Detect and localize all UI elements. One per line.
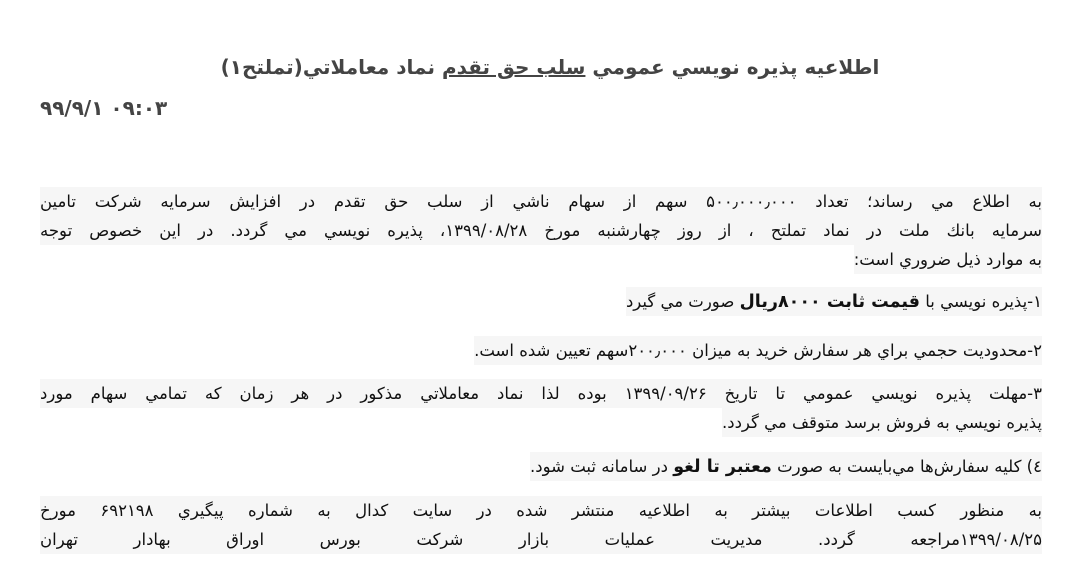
item-3-line: پذيره نويسي به فروش برسد متوقف مي گردد. [722, 408, 1042, 437]
item-4-line [530, 452, 1042, 481]
item-4-order-type-emphasis: معتبر تا لغو [673, 457, 772, 477]
closing-line: ۱۳۹۹/۰۸/۲۵مراجعه گردد. مديريت عمليات بازار شركت بورس اوراق بهادار تهران [40, 525, 1042, 554]
item-1-text-start: ۱-پذيره نويسي با [920, 292, 1042, 311]
intro-line: به اطلاع مي رساند؛ تعداد ۵۰۰٫۰۰۰٫۰۰۰ سهم از سهام ناشي از سلب حق تقدم در افزايش سرمايه شركت تامين [40, 187, 1042, 216]
item-2-line: ۲-محدوديت حجمي براي هر سفارش خريد به ميزان ۲۰۰٫۰۰۰سهم تعيين شده است. [474, 336, 1042, 365]
closing-paragraph [40, 496, 1042, 554]
item-1-text-end: صورت مي گيرد [625, 292, 740, 311]
announcement-title [120, 52, 980, 82]
item-2 [40, 336, 1042, 369]
title-underlined-text: سلب حق تقدم [441, 55, 586, 79]
closing-line: به منظور كسب اطلاعات بيشتر به اطلاعيه منتشر شده در سايت كدال به شماره پيگيري ۶۹۲۱۹۸ مورخ [40, 496, 1042, 525]
item-1 [40, 287, 1042, 320]
intro-line: به موارد ذيل ضروري است: [854, 245, 1042, 274]
item-3 [40, 379, 1042, 441]
item-4 [40, 452, 1042, 485]
title-text-start: اطلاعيه پذيره نويسي عمومي [585, 55, 880, 79]
intro-line: سرمايه بانك ملت در نماد تملتح ، از روز چهارشنبه مورخ ۱۳۹۹/۰۸/۲۸، پذيره نويسي مي گردد. در اين خصوص توجه [40, 216, 1042, 245]
announcement-datetime: ۹۹/۹/۱ ۰۹:۰۳ [40, 96, 168, 120]
item-4-text-start: ٤) كليه سفارش‌ها مي‌بايست به صورت [771, 457, 1042, 476]
item-1-price-emphasis: قيمت ثابت ۸۰۰۰ريال [739, 292, 921, 312]
intro-paragraph [40, 187, 1042, 278]
item-3-line: ۳-مهلت پذيره نويسي عمومي تا تاريخ ۱۳۹۹/۰۹/۲۶ بوده لذا نماد معاملاتي مذكور در هر زمان كه تمامي سهام مورد [40, 379, 1042, 408]
item-1-line [626, 287, 1042, 316]
item-4-text-end: در سامانه ثبت شود. [530, 457, 674, 476]
title-text-end: نماد معاملاتي(تملتح۱) [220, 55, 442, 79]
